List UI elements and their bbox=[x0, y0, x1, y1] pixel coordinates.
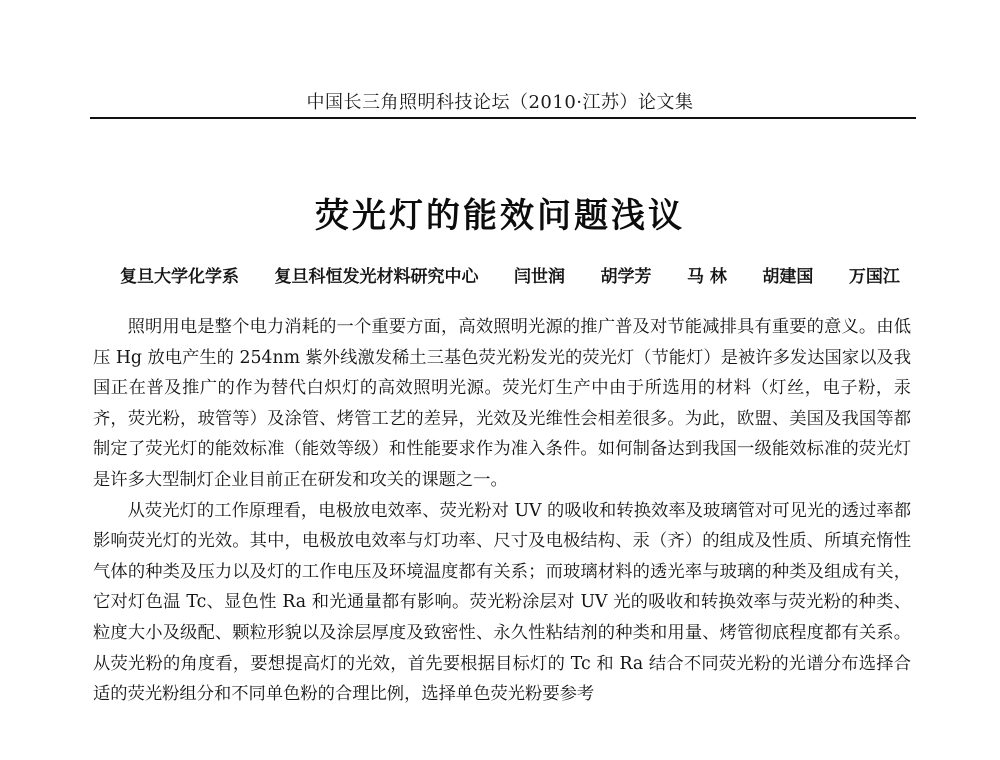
paragraph-2: 从荧光灯的工作原理看，电极放电效率、荧光粉对 UV 的吸收和转换效率及玻璃管对可见光的透过率都影响荧光灯的光效。其中，电极放电效率与灯功率、尺寸及电极结构、汞（齐）的组成及性质、所填充惰性气体的种类及压力以及灯的工作电压及环境温度都有关系；而玻璃材料的透光率与玻璃的种类及组成有关，它对灯色温 Tc、显色性 Ra 和光通量都有影响。荧光粉涂层对 UV 光的吸收和转换效率与荧光粉的种类、粒度大小及级配、颗粒形貌以及涂层厚度及致密性、永久性粘结剂的种类和用量、烤管彻底程度都有关系。从荧光粉的角度看，要想提高灯的光效，首先要根据目标灯的 Tc 和 Ra 结合不同荧光粉的光谱分布选择合适的荧光粉组分和不同单色粉的合理比例，选择单色荧光粉要参考 bbox=[93, 500, 911, 705]
author-2: 胡学芳 bbox=[600, 267, 652, 287]
affiliation-2: 复旦科恒发光材料研究中心 bbox=[274, 267, 479, 287]
author-3: 马 林 bbox=[687, 267, 727, 287]
paragraph-1: 照明用电是整个电力消耗的一个重要方面，高效照明光源的推广普及对节能减排具有重要的意义。由低压 Hg 放电产生的 254nm 紫外线激发稀土三基色荧光粉发光的荧光灯（节能灯）是被许多发达国家以及我国正在普及推广的作为替代白炽灯的高效照明光源。荧光灯生产中由于所选用的材料（灯丝，电子粉，汞齐，荧光粉，玻管等）及涂管、烤管工艺的差异，光效及光维性会相差很多。为此，欧盟、美国及我国等都制定了荧光灯的能效标准（能效等级）和性能要求作为准入条件。如何制备达到我国一级能效标准的荧光灯是许多大型制灯企业目前正在研发和攻关的课题之一。 bbox=[93, 317, 911, 490]
author-line bbox=[120, 262, 900, 287]
article-body bbox=[93, 312, 911, 710]
header-rule bbox=[90, 117, 916, 119]
author-4: 胡建国 bbox=[762, 267, 814, 287]
affiliation-1: 复旦大学化学系 bbox=[120, 267, 239, 287]
author-1: 闫世润 bbox=[514, 267, 565, 287]
author-5: 万国江 bbox=[848, 267, 900, 287]
running-header: 中国长三角照明科技论坛（2010·江苏）论文集 bbox=[306, 92, 694, 113]
article-title: 荧光灯的能效问题浅议 bbox=[315, 196, 685, 236]
